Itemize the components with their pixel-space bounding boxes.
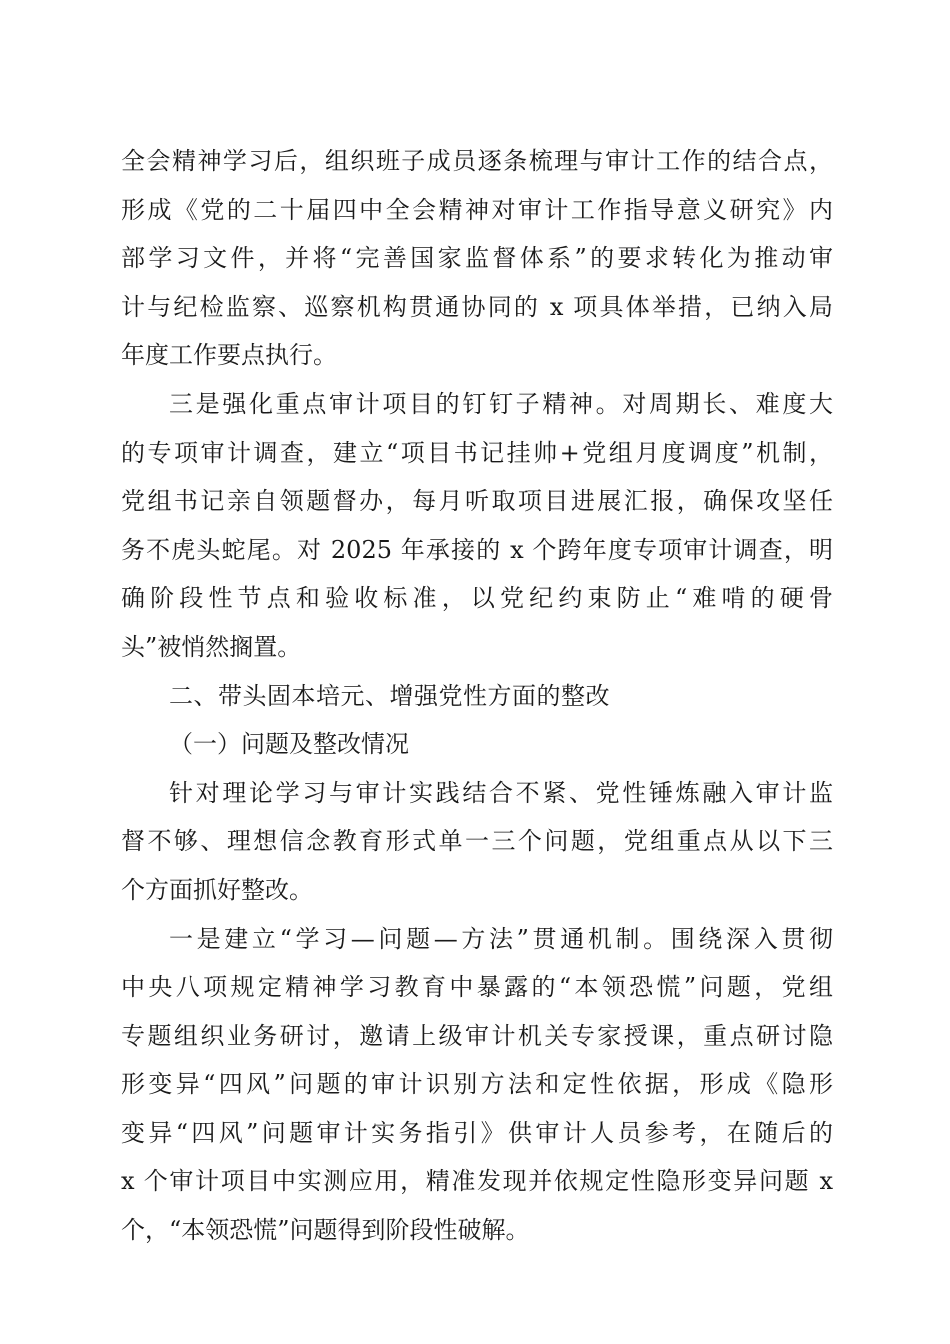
text-line: 形成《党的二十届四中全会精神对审计工作指导意义研究》内	[121, 195, 833, 224]
text-line: 全会精神学习后，组织班子成员逐条梳理与审计工作的结合点，	[121, 147, 833, 175]
text-line: 中央八项规定精神学习教育中暴露的“本领恐慌”问题，党组	[121, 973, 833, 1002]
text-line: 一是建立“学习—问题—方法”贯通机制。围绕深入贯彻	[169, 924, 833, 953]
text-line: 确阶段性节点和验收标准，以党纪约束防止“难啃的硬骨	[121, 584, 833, 613]
text-line: 部学习文件，并将“完善国家监督体系”的要求转化为推动审	[121, 244, 833, 273]
text-line: 针对理论学习与审计实践结合不紧、党性锤炼融入审计监	[169, 778, 833, 807]
text-line: 务不虎头蛇尾。对 2025 年承接的 x 个跨年度专项审计调查，明	[121, 535, 833, 564]
text-line: 年度工作要点执行。	[121, 341, 337, 370]
text-line: 党组书记亲自领题督办，每月听取项目进展汇报，确保攻坚任	[121, 487, 833, 516]
text-line: 个方面抓好整改。	[121, 875, 313, 904]
paragraph-point-three	[121, 380, 833, 672]
paragraph-problem-summary	[121, 769, 833, 915]
paragraph-continuation	[121, 137, 833, 380]
text-line: 三是强化重点审计项目的钉钉子精神。对周期长、难度大	[169, 389, 833, 418]
section-heading: 二、带头固本培元、增强党性方面的整改	[169, 681, 610, 710]
text-line: 督不够、理想信念教育形式单一三个问题，党组重点从以下三	[121, 827, 833, 856]
text-line: 形变异“四风”问题的审计识别方法和定性依据，形成《隐形	[121, 1070, 833, 1099]
paragraph-point-one	[121, 915, 833, 1255]
text-line: 头”被悄然搁置。	[121, 632, 302, 661]
text-line: x 个审计项目中实测应用，精准发现并依规定性隐形变异问题 x	[121, 1167, 833, 1196]
text-line: 变异“四风”问题审计实务指引》供审计人员参考，在随后的	[121, 1118, 833, 1147]
text-line: 专题组织业务研讨，邀请上级审计机关专家授课，重点研讨隐	[121, 1021, 833, 1050]
text-line: 个，“本领恐慌”问题得到阶段性破解。	[121, 1216, 530, 1245]
text-line: 计与纪检监察、巡察机构贯通协同的 x 项具体举措，已纳入局	[121, 292, 833, 321]
subsection-heading: （一）问题及整改情况	[169, 730, 409, 759]
text-line: 的专项审计调查，建立“项目书记挂帅+党组月度调度”机制，	[121, 438, 833, 467]
document-body	[121, 137, 833, 1255]
